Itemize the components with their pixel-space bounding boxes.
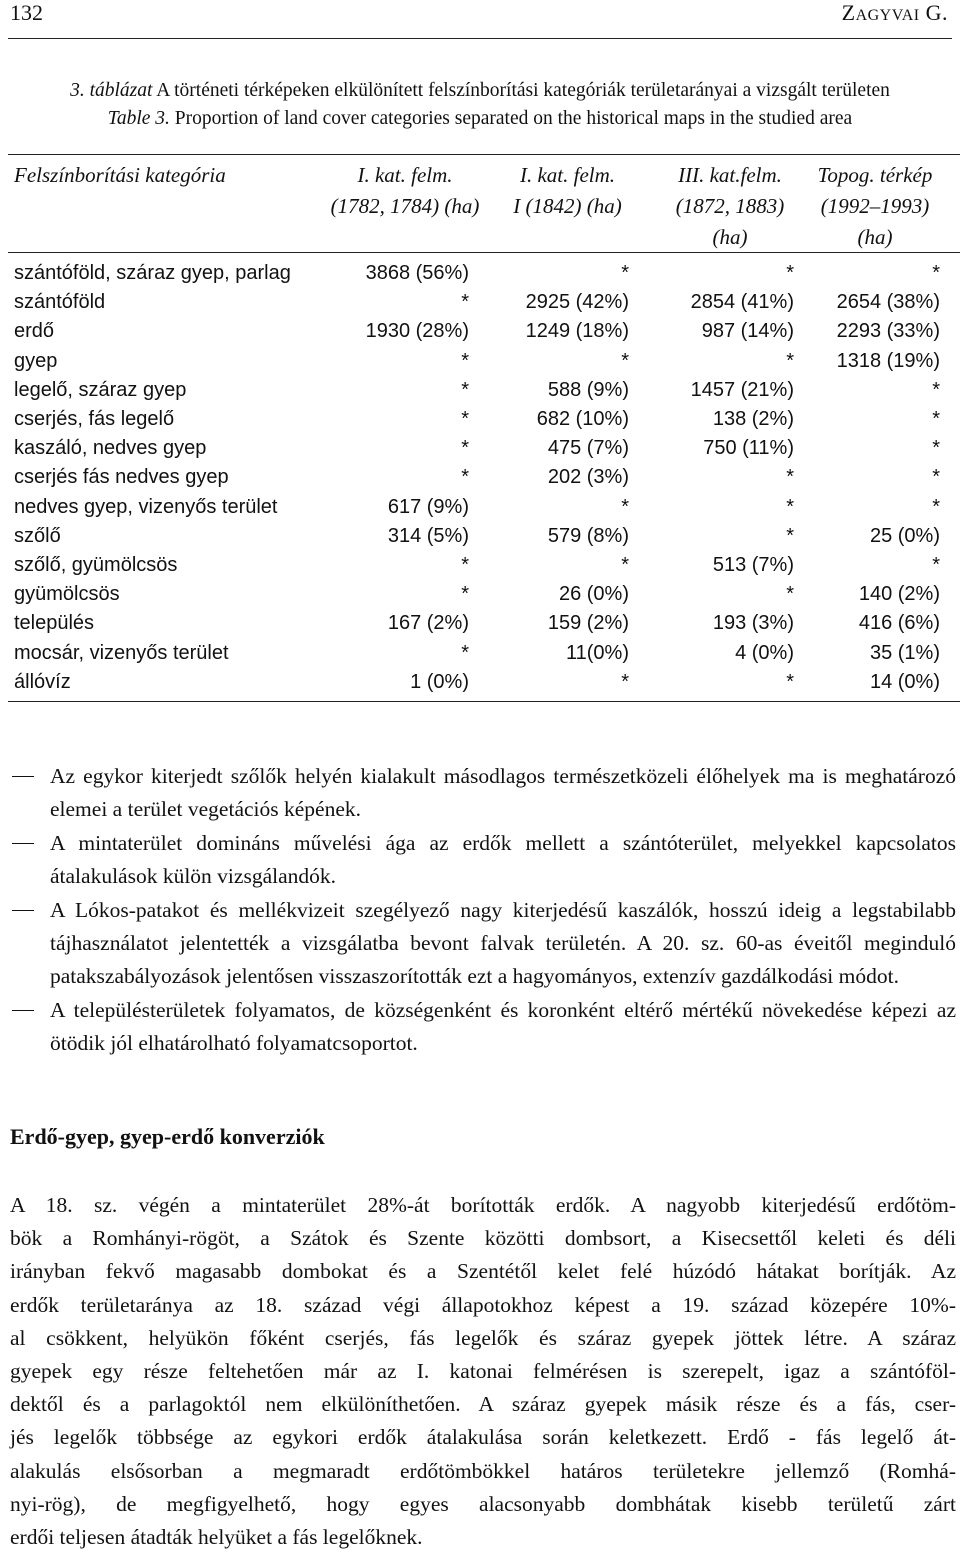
value-cell: *	[461, 583, 469, 606]
value-cell: *	[621, 670, 629, 693]
value-cell: *	[786, 670, 794, 693]
running-author	[842, 0, 948, 26]
value-cell: 193 (3%)	[712, 612, 794, 635]
header-text: (1872, 1883)	[675, 194, 785, 218]
list-item-text: A településterületek folyamatos, de községenként és koronként eltérő mértékű növekedése képezi az ötödik jól elhatárolható folyamatcsoportot.	[50, 997, 956, 1056]
table-caption-hu	[0, 80, 960, 102]
value-cell: 14 (0%)	[869, 670, 940, 693]
paragraph-line: A 18. sz. végén a mintaterület 28%-át borították erdők. A nagyobb kiterjedésű erdőtöm-	[10, 1193, 956, 1217]
value-cell: 750 (11%)	[703, 437, 794, 460]
value-cell: *	[461, 378, 469, 401]
author-initial: G.	[925, 0, 948, 25]
table-header-col1	[320, 160, 490, 222]
value-cell: *	[932, 437, 940, 460]
value-cell: 2654 (38%)	[836, 291, 940, 314]
value-cell: *	[461, 554, 469, 577]
value-cell: 513 (7%)	[712, 554, 794, 577]
paragraph-line: irányban fekvő magasabb dombokat és a Szentétől kelet felé húzódó hátakat borítják. Az	[10, 1259, 956, 1284]
value-cell: *	[786, 466, 794, 489]
category-cell: állóvíz	[14, 670, 71, 693]
header-text: (ha)	[712, 225, 748, 249]
table-top-rule	[8, 154, 960, 155]
header-text: (1992–1993)	[820, 194, 930, 218]
category-cell: gyep	[14, 349, 58, 372]
table-row	[14, 463, 940, 492]
category-cell: mocsár, vizenyős terület	[14, 641, 229, 664]
value-cell: *	[621, 349, 629, 372]
category-cell: cserjés, fás legelő	[14, 408, 175, 431]
value-cell: 35 (1%)	[869, 641, 940, 664]
value-cell: *	[461, 291, 469, 314]
value-cell: 588 (9%)	[547, 378, 629, 401]
paragraph-line: nyi-rög), de megfigyelhető, hogy egyes alacsonyabb dombhátak kisebb területű zárt	[10, 1491, 956, 1516]
paragraph-line: erdői teljesen átadták helyüket a fás legelőknek.	[10, 1525, 423, 1550]
value-cell: *	[621, 495, 629, 518]
category-cell: gyümölcsös	[14, 583, 120, 606]
header-text: I (1842) (ha)	[513, 194, 622, 218]
table-row	[14, 551, 940, 580]
value-cell: 159 (2%)	[547, 612, 629, 635]
page-number: 132	[10, 0, 43, 25]
value-cell: 2293 (33%)	[836, 320, 940, 343]
table-bottom-rule	[8, 701, 960, 702]
author-first-letter: Z	[841, 0, 856, 25]
value-cell: *	[932, 466, 940, 489]
list-item	[10, 760, 956, 827]
value-cell: 1930 (28%)	[365, 320, 469, 343]
category-cell: cserjés fás nedves gyep	[14, 466, 229, 489]
value-cell: *	[621, 554, 629, 577]
header-text: I. kat. felm.	[519, 163, 616, 187]
value-cell: 314 (5%)	[387, 524, 469, 547]
paragraph-line: erdők területaránya az 18. század végi állapotokhoz képest a 19. század közepére 10%-	[10, 1292, 956, 1317]
paragraph-line: bök a Romhányi-rögöt, a Szátok és Szente közötti dombsort, a Kisecsettől keleti és déli	[10, 1226, 956, 1251]
value-cell: *	[461, 408, 469, 431]
author-rest: AGYVAI	[855, 7, 920, 24]
category-cell: legelő, száraz gyep	[14, 378, 187, 401]
value-cell: 416 (6%)	[858, 612, 940, 635]
value-cell: *	[786, 583, 794, 606]
value-cell: 1318 (19%)	[836, 349, 940, 372]
table-row	[14, 317, 940, 346]
list-item	[10, 827, 956, 894]
category-cell: szőlő, gyümölcsös	[14, 554, 178, 577]
value-cell: 202 (3%)	[547, 466, 629, 489]
category-cell: település	[14, 612, 95, 635]
paragraph-line: al csökkent, helyükön főként cserjés, fás legelők és száraz gyepek jöttek létre. A száraz	[10, 1325, 956, 1350]
value-cell: *	[786, 495, 794, 518]
table-header-rule	[8, 252, 960, 253]
value-cell: *	[461, 349, 469, 372]
table-row	[14, 288, 940, 317]
table-caption-en	[0, 108, 960, 130]
value-cell: 579 (8%)	[547, 524, 629, 547]
value-cell: 1249 (18%)	[525, 320, 629, 343]
value-cell: *	[786, 262, 794, 284]
list-item-text: A Lókos-patakot és mellékvizeit szegélyező nagy kiterjedésű kaszálók, hosszú ideig a legstabilabb tájhasználatot jelentették a vizsgálatba bevont falvak területén. A 20. sz. 60-as éveitől meginduló patakszabályozások jelentősen visszaszorították ezt a hagyományos, extenzív gazdálkodási módot.	[50, 897, 956, 989]
value-cell: 682 (10%)	[536, 408, 629, 431]
value-cell: 167 (2%)	[387, 612, 469, 635]
value-cell: 26 (0%)	[558, 583, 629, 606]
table-header-category	[14, 160, 226, 191]
table-row	[14, 347, 940, 376]
category-cell: nedves gyep, vizenyős terület	[14, 495, 278, 518]
header-text: Topog. térkép	[817, 163, 933, 187]
table-row	[14, 639, 940, 668]
list-item	[10, 994, 956, 1061]
value-cell: *	[461, 641, 469, 664]
section-title: Erdő-gyep, gyep-erdő konverziók	[10, 1124, 325, 1149]
value-cell: 617 (9%)	[387, 495, 469, 518]
value-cell: *	[932, 378, 940, 401]
bullet-list	[10, 760, 956, 1061]
table-row	[14, 580, 940, 609]
value-cell: *	[932, 408, 940, 431]
header-text: III. kat.felm.	[678, 163, 782, 187]
value-cell: *	[461, 466, 469, 489]
value-cell: *	[932, 495, 940, 518]
category-cell: szántóföld	[14, 291, 106, 314]
list-item-text: Az egykor kiterjedt szőlők helyén kialakult másodlagos természetközeli élőhelyek ma is meghatározó elemei a terület vegetációs képének.	[50, 764, 956, 822]
value-cell: 2854 (41%)	[690, 291, 794, 314]
table-row	[14, 522, 940, 551]
header-text: (1782, 1784) (ha)	[330, 194, 480, 218]
table-row	[14, 609, 940, 638]
value-cell: 2925 (42%)	[525, 291, 629, 314]
caption-hu-text: A történeti térképeken elkülönített felszínborítási kategóriák területarányai a vizsgált területen	[156, 80, 890, 101]
table-row	[14, 493, 940, 522]
caption-en-text: Proportion of land cover categories separated on the historical maps in the studied area	[174, 108, 853, 129]
value-cell: *	[461, 437, 469, 460]
running-header	[8, 0, 952, 39]
value-cell: 1 (0%)	[410, 670, 469, 693]
value-cell: 987 (14%)	[701, 320, 794, 343]
list-item	[10, 894, 956, 994]
value-cell: 140 (2%)	[858, 583, 940, 606]
value-cell: *	[786, 349, 794, 372]
value-cell: 475 (7%)	[547, 437, 629, 460]
value-cell: 3868 (56%)	[365, 262, 469, 284]
caption-hu-label: 3. táblázat	[70, 80, 153, 101]
paragraph-line: dektől és a parlagoktól nem elkülöníthetően. A száraz gyepek másik része és a fás, cser-	[10, 1392, 956, 1417]
value-cell: 11(0%)	[566, 641, 629, 664]
list-item-text: A mintaterület domináns művelési ága az erdők mellett a szántóterület, melyekkel kapcsolatos átalakulások külön vizsgálandók.	[50, 830, 956, 889]
value-cell: *	[932, 554, 940, 577]
value-cell: 4 (0%)	[735, 641, 794, 664]
value-cell: *	[786, 524, 794, 547]
table-row	[14, 434, 940, 463]
table-row	[14, 376, 940, 405]
header-text: Felszínborítási kategória	[14, 163, 226, 187]
table-row	[14, 405, 940, 434]
value-cell: 138 (2%)	[712, 408, 794, 431]
value-cell: *	[621, 262, 629, 284]
table-row	[14, 259, 940, 288]
category-cell: szőlő	[14, 524, 61, 547]
paragraph-line: jés legelők többsége az egykori erdők átalakulása során keletkezett. Erdő - fás legelő át-	[10, 1425, 956, 1450]
value-cell: *	[932, 262, 940, 284]
paragraph-line: gyepek egy része feltehetően már az I. katonai felmérésen is szerepelt, igaz a szántóföl-	[10, 1359, 956, 1384]
table-row	[14, 668, 940, 697]
table-header-col2	[495, 160, 640, 222]
table-header-col3	[655, 160, 805, 253]
land-cover-table	[14, 259, 940, 697]
header-text: I. kat. felm.	[357, 163, 453, 187]
paragraph-line: alakulás elsősorban a megmaradt erdőtömbökkel határos területekre jellemző (Romhá-	[10, 1458, 956, 1483]
category-cell: kaszáló, nedves gyep	[14, 437, 207, 460]
value-cell: 1457 (21%)	[690, 378, 794, 401]
category-cell: erdő	[14, 320, 55, 343]
header-text: (ha)	[857, 225, 893, 249]
body-paragraph	[10, 1189, 956, 1554]
table-header-col4	[800, 160, 950, 253]
category-cell: szántóföld, száraz gyep, parlag	[14, 262, 291, 284]
value-cell: 25 (0%)	[869, 524, 940, 547]
caption-en-label: Table 3.	[107, 108, 170, 129]
